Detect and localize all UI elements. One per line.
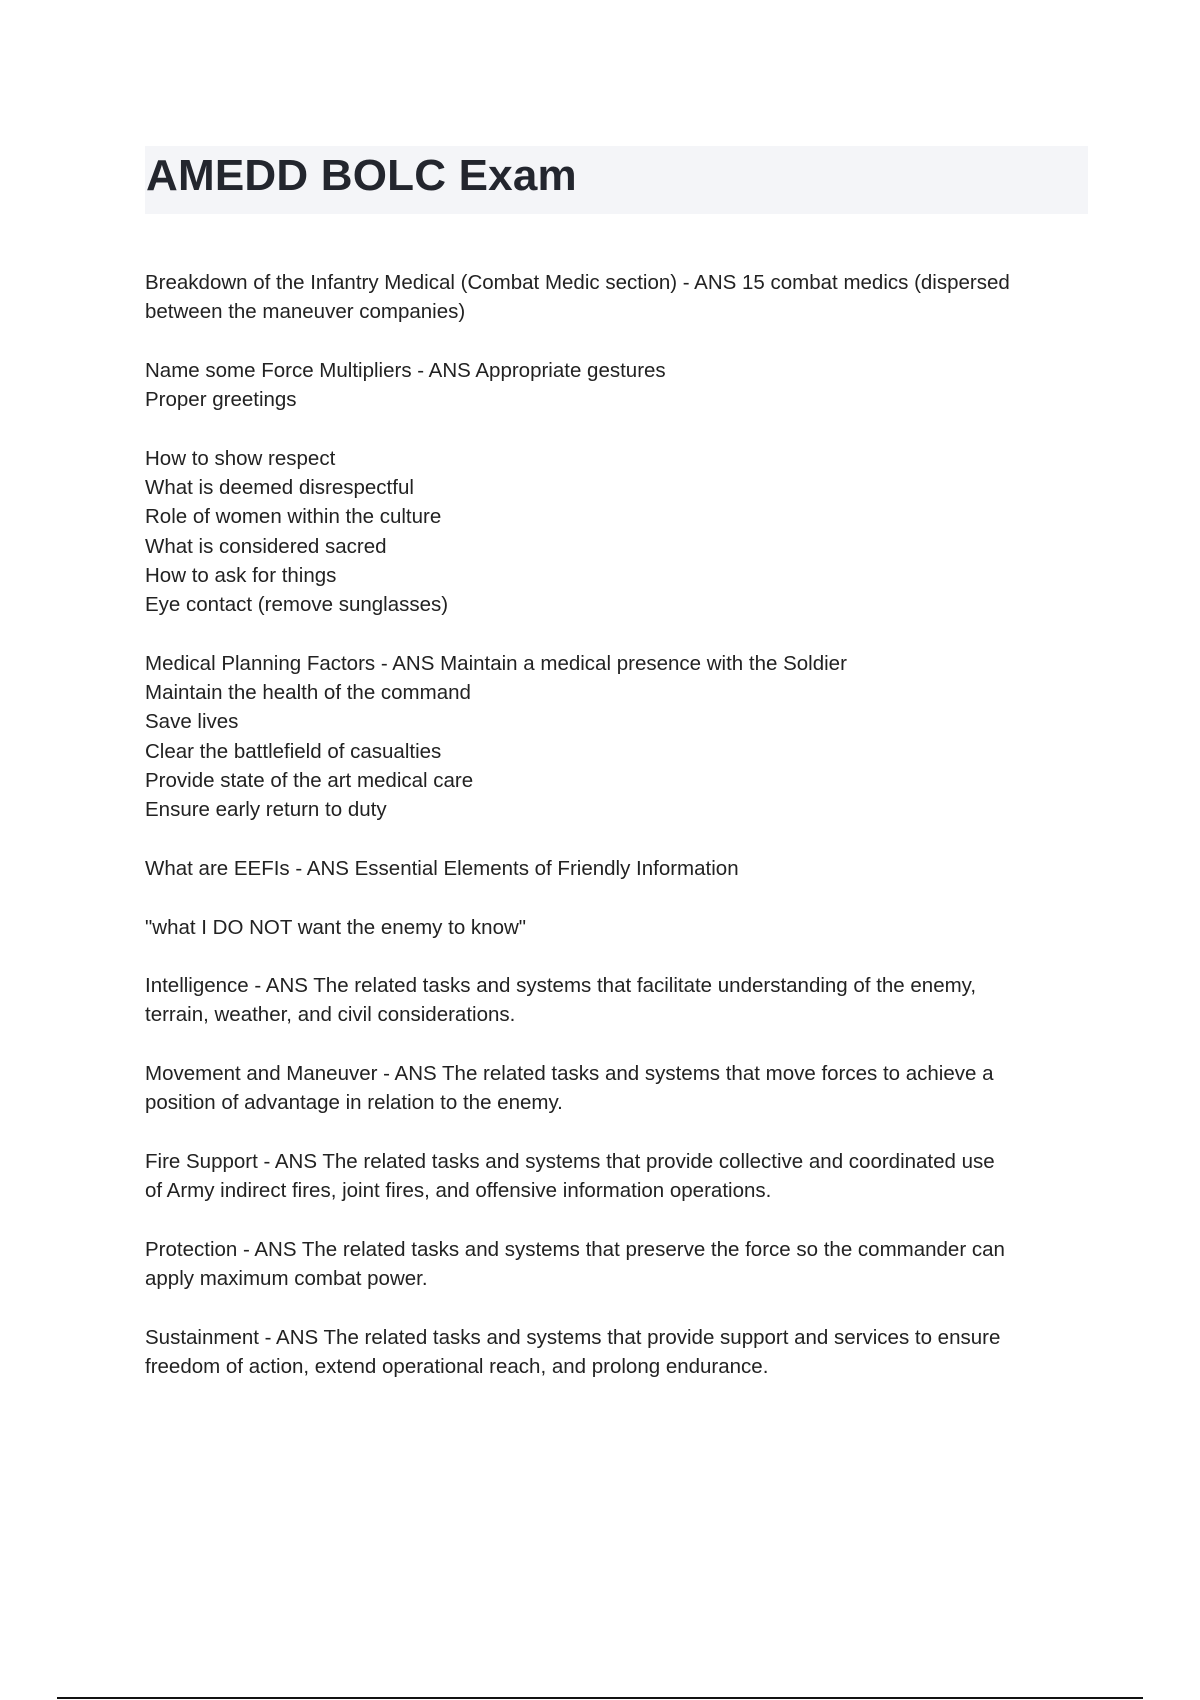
- qa-answer-line: apply maximum combat power.: [145, 1267, 428, 1291]
- qa-answer-line: Maintain the health of the command: [145, 681, 471, 705]
- qa-answer-line: position of advantage in relation to the enemy.: [145, 1091, 563, 1115]
- qa-item: [145, 356, 1090, 415]
- qa-answer-line: Save lives: [145, 710, 239, 734]
- title-banner: [145, 146, 1088, 214]
- qa-answer-line: freedom of action, extend operational reach, and prolong endurance.: [145, 1354, 769, 1378]
- qa-answer-line: Provide state of the art medical care: [145, 769, 474, 793]
- qa-question-line: Intelligence - ANS The related tasks and systems that facilitate understanding of the enemy,: [145, 974, 977, 998]
- qa-question-line: Name some Force Multipliers - ANS Appropriate gestures: [145, 358, 666, 382]
- qa-question-line: Protection - ANS The related tasks and systems that preserve the force so the commander can: [145, 1237, 1005, 1261]
- qa-question-line: Fire Support - ANS The related tasks and systems that provide collective and coordinated use: [145, 1149, 995, 1173]
- qa-answer-line: Role of women within the culture: [145, 505, 442, 529]
- qa-question-line: How to show respect: [145, 446, 336, 470]
- qa-answer-line: How to ask for things: [145, 563, 337, 587]
- qa-answer-line: What is considered sacred: [145, 534, 387, 558]
- qa-answer-line: between the maneuver companies): [145, 300, 466, 324]
- qa-item: [145, 913, 1090, 942]
- qa-answer-line: terrain, weather, and civil considerations.: [145, 1003, 516, 1027]
- qa-question-line: Movement and Maneuver - ANS The related tasks and systems that move forces to achieve a: [145, 1062, 994, 1086]
- qa-answer-line: What is deemed disrespectful: [145, 476, 414, 500]
- qa-question-line: What are EEFIs - ANS Essential Elements of Friendly Information: [145, 856, 739, 880]
- document-body: [145, 268, 1090, 1411]
- qa-item: [145, 1147, 1090, 1206]
- page-title: AMEDD BOLC Exam: [146, 151, 577, 200]
- qa-answer-line: Ensure early return to duty: [145, 798, 387, 822]
- qa-item: [145, 444, 1090, 620]
- qa-question-line: Medical Planning Factors - ANS Maintain a medical presence with the Soldier: [145, 651, 847, 675]
- qa-question-line: Sustainment - ANS The related tasks and systems that provide support and services to ensure: [145, 1325, 1001, 1349]
- qa-item: [145, 268, 1090, 327]
- footer-divider: [57, 1697, 1143, 1699]
- qa-question-line: Breakdown of the Infantry Medical (Combat Medic section) - ANS 15 combat medics (dispersed: [145, 271, 1010, 294]
- qa-item: [145, 1059, 1090, 1118]
- qa-item: [145, 1323, 1090, 1382]
- qa-answer-line: Eye contact (remove sunglasses): [145, 593, 449, 617]
- qa-item: [145, 1235, 1090, 1294]
- qa-question-line: "what I DO NOT want the enemy to know": [145, 915, 527, 939]
- qa-item: [145, 854, 1090, 883]
- qa-answer-line: Clear the battlefield of casualties: [145, 739, 442, 763]
- qa-answer-line: Proper greetings: [145, 388, 297, 412]
- qa-item: [145, 649, 1090, 825]
- qa-answer-line: of Army indirect fires, joint fires, and offensive information operations.: [145, 1179, 772, 1203]
- qa-item: [145, 971, 1090, 1030]
